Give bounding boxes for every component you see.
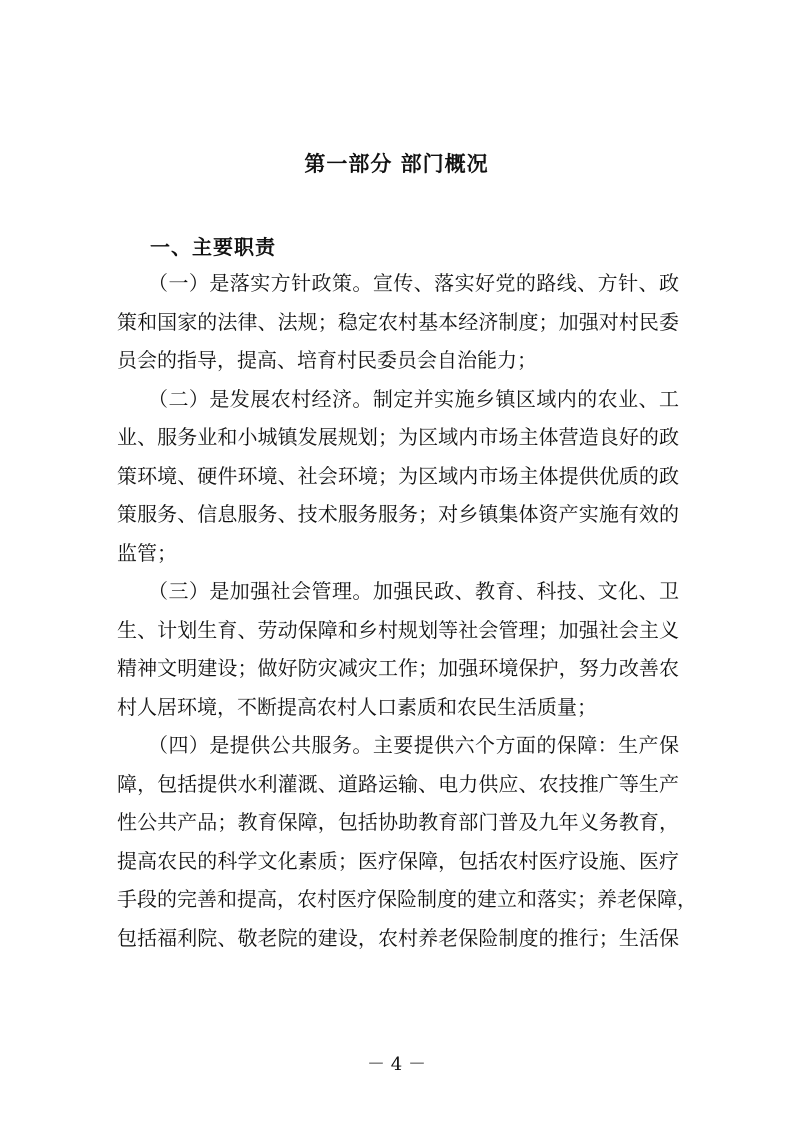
page-number: － 4 －: [367, 1054, 426, 1075]
text-line: 手段的完善和提高，农村医疗保险制度的建立和落实；养老保障，: [117, 887, 697, 911]
text-line: 提高农民的科学文化素质；医疗保障，包括农村医疗设施、医疗: [117, 848, 679, 873]
paragraph: [117, 577, 679, 731]
text-line: 包括福利院、敬老院的建设，农村养老保险制度的推行；生活保: [117, 925, 679, 950]
text-line: 业、服务业和小城镇发展规划；为区域内市场主体营造良好的政: [117, 425, 679, 449]
text-line: 员会的指导，提高、培育村民委员会自治能力；: [117, 348, 537, 372]
text-line: 村人居环境，不断提高农村人口素质和农民生活质量；: [117, 694, 597, 719]
text-line: 监管；: [117, 540, 177, 565]
paragraph: [117, 731, 697, 962]
text-line: （一）是落实方针政策。宣传、落实好党的路线、方针、政: [148, 271, 679, 295]
body-text: [117, 269, 697, 962]
text-line: （四）是提供公共服务。主要提供六个方面的保障：生产保: [148, 733, 679, 757]
paragraph: [117, 269, 679, 385]
text-line: （三）是加强社会管理。加强民政、教育、科技、文化、卫: [148, 579, 679, 603]
text-line: （二）是发展农村经济。制定并实施乡镇区域内的农业、工: [148, 386, 679, 411]
text-line: 策服务、信息服务、技术服务服务；对乡镇集体资产实施有效的: [117, 502, 679, 526]
text-line: 性公共产品；教育保障，包括协助教育部门普及九年义务教育，: [117, 810, 679, 834]
text-line: 精神文明建设；做好防灾减灾工作；加强环境保护，努力改善农: [117, 656, 679, 680]
text-line: 策和国家的法律、法规；稳定农村基本经济制度；加强对村民委: [117, 309, 679, 334]
text-line: 障，包括提供水利灌溉、道路运输、电力供应、农技推广等生产: [117, 771, 679, 796]
text-line: 策环境、硬件环境、社会环境；为区域内市场主体提供优质的政: [117, 463, 679, 488]
section-heading: 一、主要职责: [150, 235, 276, 259]
paragraph: [117, 385, 679, 578]
text-line: 生、计划生育、劳动保障和乡村规划等社会管理；加强社会主义: [117, 617, 679, 642]
page-title: 第一部分 部门概况: [304, 151, 489, 176]
